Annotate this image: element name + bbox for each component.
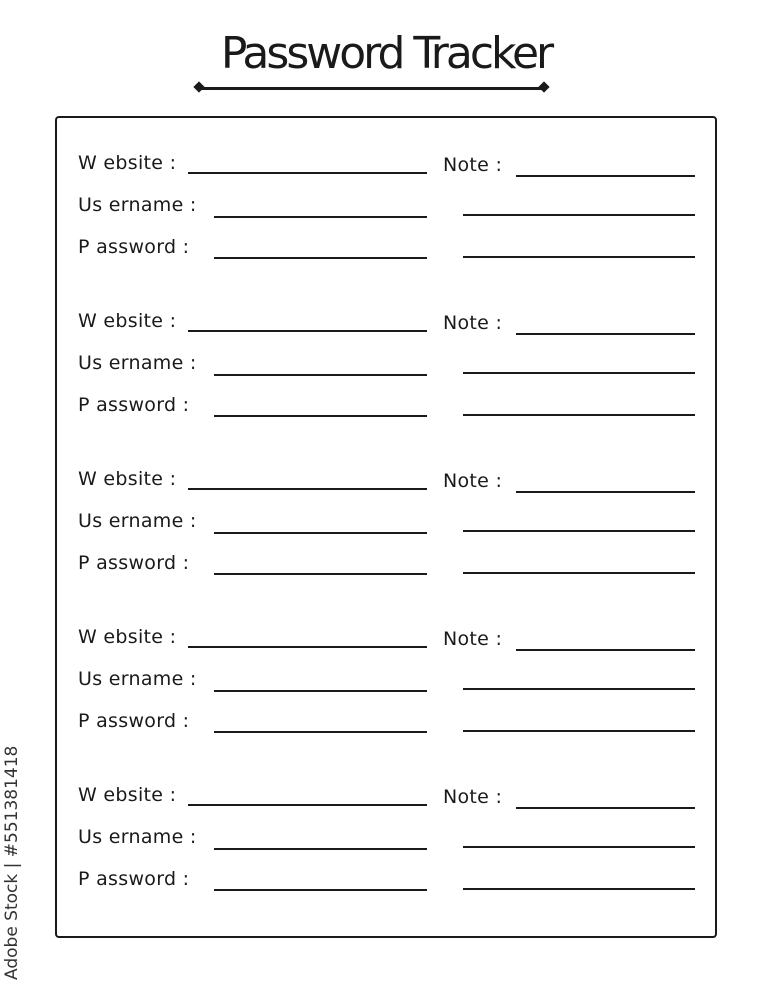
note-field-line-3[interactable] [463, 256, 695, 258]
note-field[interactable] [516, 175, 695, 177]
website-label: W ebsite : [78, 784, 177, 806]
password-field[interactable] [214, 257, 427, 259]
username-field[interactable] [214, 374, 427, 376]
note-field-line-3[interactable] [463, 572, 695, 574]
password-field[interactable] [214, 731, 427, 733]
password-label: P assword : [78, 552, 190, 574]
note-field[interactable] [516, 807, 695, 809]
stock-credit: Adobe Stock | #551381418 [2, 745, 22, 980]
note-field-line-2[interactable] [463, 846, 695, 848]
website-label: W ebsite : [78, 152, 177, 174]
website-field[interactable] [188, 488, 427, 490]
note-field[interactable] [516, 333, 695, 335]
password-label: P assword : [78, 868, 190, 890]
username-field[interactable] [214, 690, 427, 692]
website-label: W ebsite : [78, 626, 177, 648]
password-entry [0, 622, 772, 752]
note-label: Note : [443, 154, 503, 176]
note-field-line-3[interactable] [463, 730, 695, 732]
username-label: Us ername : [78, 352, 197, 374]
website-field[interactable] [188, 646, 427, 648]
note-field-line-3[interactable] [463, 414, 695, 416]
username-field[interactable] [214, 532, 427, 534]
note-label: Note : [443, 628, 503, 650]
username-label: Us ername : [78, 826, 197, 848]
website-label: W ebsite : [78, 310, 177, 332]
website-field[interactable] [188, 804, 427, 806]
password-label: P assword : [78, 236, 190, 258]
username-field[interactable] [214, 216, 427, 218]
note-label: Note : [443, 470, 503, 492]
note-label: Note : [443, 312, 503, 334]
username-label: Us ername : [78, 194, 197, 216]
password-field[interactable] [214, 415, 427, 417]
username-field[interactable] [214, 848, 427, 850]
website-field[interactable] [188, 172, 427, 174]
title-underline [198, 87, 546, 90]
website-label: W ebsite : [78, 468, 177, 490]
title-rule-end-ornament [538, 81, 549, 92]
page-title: Password Tracker [220, 28, 552, 79]
password-entry [0, 780, 772, 910]
note-field-line-2[interactable] [463, 530, 695, 532]
note-field[interactable] [516, 491, 695, 493]
password-label: P assword : [78, 394, 190, 416]
note-field[interactable] [516, 649, 695, 651]
password-entry [0, 306, 772, 436]
password-label: P assword : [78, 710, 190, 732]
username-label: Us ername : [78, 668, 197, 690]
website-field[interactable] [188, 330, 427, 332]
note-field-line-2[interactable] [463, 688, 695, 690]
note-label: Note : [443, 786, 503, 808]
username-label: Us ername : [78, 510, 197, 532]
password-entry [0, 464, 772, 594]
password-field[interactable] [214, 889, 427, 891]
note-field-line-2[interactable] [463, 372, 695, 374]
password-entry [0, 148, 772, 278]
note-field-line-3[interactable] [463, 888, 695, 890]
password-field[interactable] [214, 573, 427, 575]
note-field-line-2[interactable] [463, 214, 695, 216]
